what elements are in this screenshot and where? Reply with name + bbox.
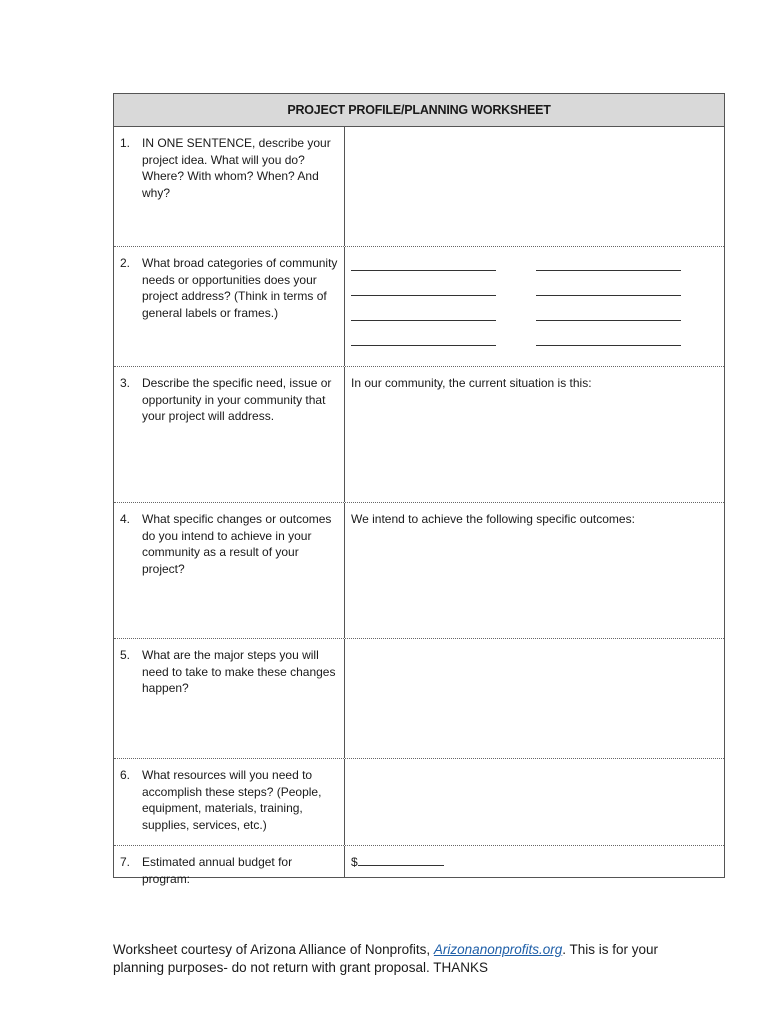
question-text: What broad categories of community needs or opportunities does your project address? (Think in terms of general labels or frames.) — [142, 256, 338, 320]
worksheet-title: PROJECT PROFILE/PLANNING WORKSHEET — [114, 94, 724, 127]
question-cell — [114, 759, 345, 845]
category-blank[interactable] — [351, 311, 496, 321]
answer-cell-6[interactable] — [345, 759, 724, 845]
footer-note — [113, 941, 673, 977]
question-number: 5. — [120, 648, 131, 662]
question-row-1 — [114, 127, 724, 247]
question-cell — [114, 846, 345, 886]
category-blank[interactable] — [351, 261, 496, 271]
question-cell — [114, 127, 345, 246]
question-text: Estimated annual budget for program: — [142, 855, 293, 886]
category-blanks — [351, 261, 718, 346]
answer-cell-3[interactable]: In our community, the current situation is this: — [351, 376, 592, 390]
question-row-2 — [114, 247, 724, 367]
question-row-3 — [114, 367, 724, 503]
question-row-6 — [114, 759, 724, 846]
question-number: 3. — [120, 376, 131, 390]
question-text: What are the major steps you will need to take to make these changes happen? — [142, 648, 336, 695]
answer-cell-2[interactable] — [345, 247, 724, 366]
question-text: IN ONE SENTENCE, describe your project idea. What will you do? Where? With whom? When? And why? — [142, 136, 331, 200]
footer-suffix: . This is for your planning purposes- do not return with grant proposal. THANKS — [113, 942, 659, 975]
category-blank[interactable] — [536, 261, 681, 271]
question-row-7 — [114, 846, 724, 886]
footer-prefix: Worksheet courtesy of Arizona Alliance of Nonprofits, — [113, 942, 434, 957]
category-blank[interactable] — [536, 311, 681, 321]
question-text: Describe the specific need, issue or opportunity in your community that your project will address. — [142, 376, 332, 423]
question-row-4 — [114, 503, 724, 639]
question-number: 7. — [120, 855, 131, 869]
question-number: 1. — [120, 136, 131, 150]
category-blank[interactable] — [536, 336, 681, 346]
worksheet-table — [113, 93, 725, 886]
answer-cell-4[interactable]: We intend to achieve the following specific outcomes: — [351, 512, 635, 526]
answer-cell-5[interactable] — [345, 639, 724, 758]
question-number: 6. — [120, 768, 131, 782]
category-blank[interactable] — [351, 336, 496, 346]
question-row-5 — [114, 639, 724, 759]
question-cell — [114, 247, 345, 366]
category-blank[interactable] — [351, 286, 496, 296]
question-cell — [114, 639, 345, 758]
budget-blank[interactable] — [358, 854, 444, 866]
question-text: What resources will you need to accomplish these steps? (People, equipment, materials, training, supplies, services, etc.) — [142, 768, 322, 832]
answer-cell-1[interactable] — [345, 127, 724, 246]
question-number: 2. — [120, 256, 131, 270]
category-blank[interactable] — [536, 286, 681, 296]
question-number: 4. — [120, 512, 131, 526]
question-cell — [114, 367, 345, 502]
footer-link[interactable]: Arizonanonprofits.org — [433, 942, 563, 957]
question-cell — [114, 503, 345, 638]
question-text: What specific changes or outcomes do you intend to achieve in your community as a result of your project? — [142, 512, 332, 576]
answer-cell-7[interactable] — [345, 846, 724, 877]
currency-symbol: $ — [351, 855, 358, 869]
